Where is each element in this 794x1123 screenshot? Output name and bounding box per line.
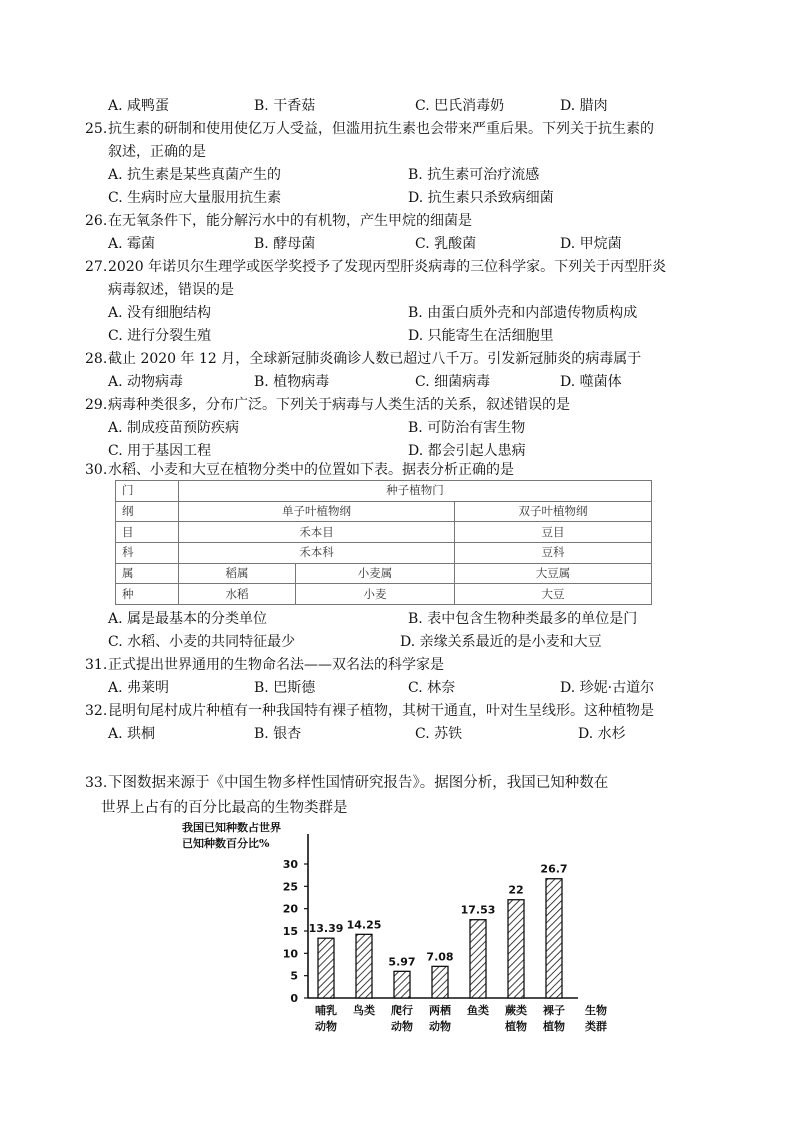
bar-value-label: 22 [508, 883, 524, 897]
category-label: 爬行 [391, 1004, 413, 1017]
q30-option-c: C. 水稻、小麦的共同特征最少 [108, 634, 296, 650]
category-label: 鸟类 [353, 1004, 375, 1017]
q33-stem-line2: 世界上占有的百分比最高的生物类群是 [101, 800, 348, 816]
q31-option-b: B. 巴斯德 [254, 680, 316, 696]
q27-option-a: A. 没有细胞结构 [108, 305, 212, 321]
chart-bar [356, 934, 372, 998]
table-cell: 豆目 [455, 522, 652, 543]
table-cell: 种子植物门 [179, 481, 652, 502]
y-tick-label: 20 [282, 902, 298, 916]
q25-option-a: A. 抗生素是某些真菌产生的 [108, 167, 282, 183]
q26-option-c: C. 乳酸菌 [415, 236, 477, 252]
q32-option-d: D. 水杉 [578, 726, 626, 742]
q26-option-d: D. 甲烷菌 [560, 236, 622, 252]
y-axis-label-line2: 已知种数百分比% [182, 837, 270, 850]
q24-option-d: D. 腊肉 [560, 98, 608, 114]
q27-option-d: D. 只能寄生在活细胞里 [408, 328, 554, 344]
q26-number: 26. [85, 213, 108, 229]
chart-bar [432, 966, 448, 998]
classification-table [115, 480, 652, 605]
bar-value-label: 14.25 [346, 918, 382, 932]
table-cell: 水稻 [179, 584, 296, 605]
category-label: 植物 [505, 1020, 527, 1033]
chart-bar [318, 938, 334, 998]
table-row-phylum [116, 481, 652, 502]
table-cell: 门 [116, 481, 179, 502]
q28-option-b: B. 植物病毒 [254, 374, 330, 390]
category-label: 鱼类 [467, 1004, 489, 1017]
q30-option-d: D. 亲缘关系最近的是小麦和大豆 [400, 634, 602, 650]
table-row-genus [116, 563, 652, 584]
q32-option-a: A. 珙桐 [108, 726, 156, 742]
table-cell: 纲 [116, 501, 179, 522]
q27-option-b: B. 由蛋白质外壳和内部遗传物质构成 [408, 305, 638, 321]
category-label: 裸子 [543, 1004, 565, 1017]
table-cell: 小麦 [296, 584, 455, 605]
q30-option-a: A. 属是最基本的分类单位 [108, 611, 268, 627]
q27-stem-line1: 2020 年诺贝尔生理学或医学奖授予了发现丙型肝炎病毒的三位科学家。下列关于丙型肝炎 [108, 259, 667, 275]
table-row-class [116, 501, 652, 522]
q25-number: 25. [85, 121, 108, 137]
q28-stem: 截止 2020 年 12 月，全球新冠肺炎确诊人数已超过八千万。引发新冠肺炎的病毒属于 [108, 351, 642, 367]
table-cell: 禾本目 [179, 522, 455, 543]
table-cell: 属 [116, 563, 179, 584]
bar-value-label: 26.7 [540, 862, 568, 876]
q28-number: 28. [85, 351, 108, 367]
q29-number: 29. [85, 397, 108, 413]
q28-option-d: D. 噬菌体 [560, 374, 622, 390]
q26-option-b: B. 酵母菌 [254, 236, 316, 252]
q31-option-d: D. 珍妮·古道尔 [560, 680, 655, 696]
y-tick-label: 5 [290, 969, 298, 983]
category-label: 动物 [429, 1020, 451, 1033]
table-cell: 大豆属 [455, 563, 652, 584]
q24-option-c: C. 巴氏消毒奶 [415, 98, 505, 114]
q31-stem: 正式提出世界通用的生物命名法——双名法的科学家是 [108, 657, 444, 673]
q32-stem: 昆明旬尾村成片种植有一种我国特有裸子植物，其树干通直，叶对生呈线形。这种植物是 [108, 703, 654, 719]
q28-option-a: A. 动物病毒 [108, 374, 184, 390]
chart-bar [546, 879, 562, 998]
x-axis-label-line2: 类群 [585, 1020, 607, 1033]
table-cell: 科 [116, 542, 179, 563]
chart-bar [508, 900, 524, 998]
bar-value-label: 13.39 [308, 922, 344, 936]
table-cell: 稻属 [179, 563, 296, 584]
q31-option-c: C. 林奈 [408, 680, 456, 696]
y-tick-label: 30 [282, 858, 298, 871]
q32-option-b: B. 银杏 [254, 726, 302, 742]
q29-stem: 病毒种类很多，分布广泛。下列关于病毒与人类生活的关系，叙述错误的是 [108, 397, 570, 413]
bar-value-label: 5.97 [388, 955, 416, 969]
chart-bar [470, 920, 486, 998]
y-tick-label: 15 [282, 925, 298, 938]
table-row-species [116, 584, 652, 605]
q24-option-a: A. 咸鸭蛋 [108, 98, 170, 114]
table-cell: 小麦属 [296, 563, 455, 584]
category-label: 哺乳 [315, 1004, 337, 1017]
category-label: 蕨类 [505, 1004, 527, 1017]
q29-option-a: A. 制成疫苗预防疾病 [108, 420, 240, 436]
q29-option-b: B. 可防治有害生物 [408, 420, 526, 436]
q28-option-c: C. 细菌病毒 [415, 374, 491, 390]
q33-number: 33. [85, 775, 108, 791]
q30-option-b: B. 表中包含生物种类最多的单位是门 [408, 611, 638, 627]
q24-option-b: B. 干香菇 [254, 98, 316, 114]
table-cell: 双子叶植物纲 [455, 501, 652, 522]
y-axis-label-line1: 我国已知种数占世界 [182, 822, 281, 834]
y-tick-label: 0 [290, 992, 298, 1005]
table-cell: 单子叶植物纲 [179, 501, 455, 522]
table-cell: 豆科 [455, 542, 652, 563]
q25-stem-line2: 叙述，正确的是 [108, 144, 206, 160]
q27-stem-line2: 病毒叙述，错误的是 [108, 282, 234, 298]
q27-number: 27. [85, 259, 108, 275]
table-cell: 大豆 [455, 584, 652, 605]
q33-stem-line1: 下图数据来源于《中国生物多样性国情研究报告》。据图分析，我国已知种数在 [108, 775, 609, 791]
q30-number: 30. [85, 462, 108, 478]
q25-option-c: C. 生病时应大量服用抗生素 [108, 190, 282, 206]
q25-option-b: B. 抗生素可治疗流感 [408, 167, 540, 183]
y-tick-label: 25 [282, 880, 298, 894]
species-percent-bar-chart [180, 822, 640, 1042]
q29-option-c: C. 用于基因工程 [108, 443, 212, 459]
q31-option-a: A. 弗莱明 [108, 680, 170, 696]
q25-option-d: D. 抗生素只杀致病细菌 [408, 190, 554, 206]
q26-stem: 在无氧条件下，能分解污水中的有机物，产生甲烷的细菌是 [108, 213, 472, 229]
chart-bar [394, 971, 410, 998]
table-cell: 目 [116, 522, 179, 543]
bar-value-label: 17.53 [460, 903, 496, 917]
y-tick-label: 10 [282, 947, 298, 961]
q32-option-c: C. 苏铁 [415, 726, 463, 742]
q32-number: 32. [85, 703, 108, 719]
q30-stem: 水稻、小麦和大豆在植物分类中的位置如下表。据表分析正确的是 [108, 462, 514, 478]
bar-value-label: 7.08 [426, 950, 454, 964]
q25-stem-line1: 抗生素的研制和使用使亿万人受益，但滥用抗生素也会带来严重后果。下列关于抗生素的 [108, 121, 654, 137]
table-row-order [116, 522, 652, 543]
category-label: 植物 [543, 1020, 565, 1033]
q31-number: 31. [85, 657, 108, 673]
table-cell: 种 [116, 584, 179, 605]
x-axis-label-line1: 生物 [585, 1004, 607, 1017]
table-cell: 禾本科 [179, 542, 455, 563]
q27-option-c: C. 进行分裂生殖 [108, 328, 212, 344]
q26-option-a: A. 霉菌 [108, 236, 156, 252]
category-label: 动物 [391, 1020, 413, 1033]
category-label: 动物 [315, 1020, 337, 1033]
category-label: 两栖 [429, 1004, 451, 1017]
q29-option-d: D. 都会引起人患病 [408, 443, 526, 459]
table-row-family [116, 542, 652, 563]
